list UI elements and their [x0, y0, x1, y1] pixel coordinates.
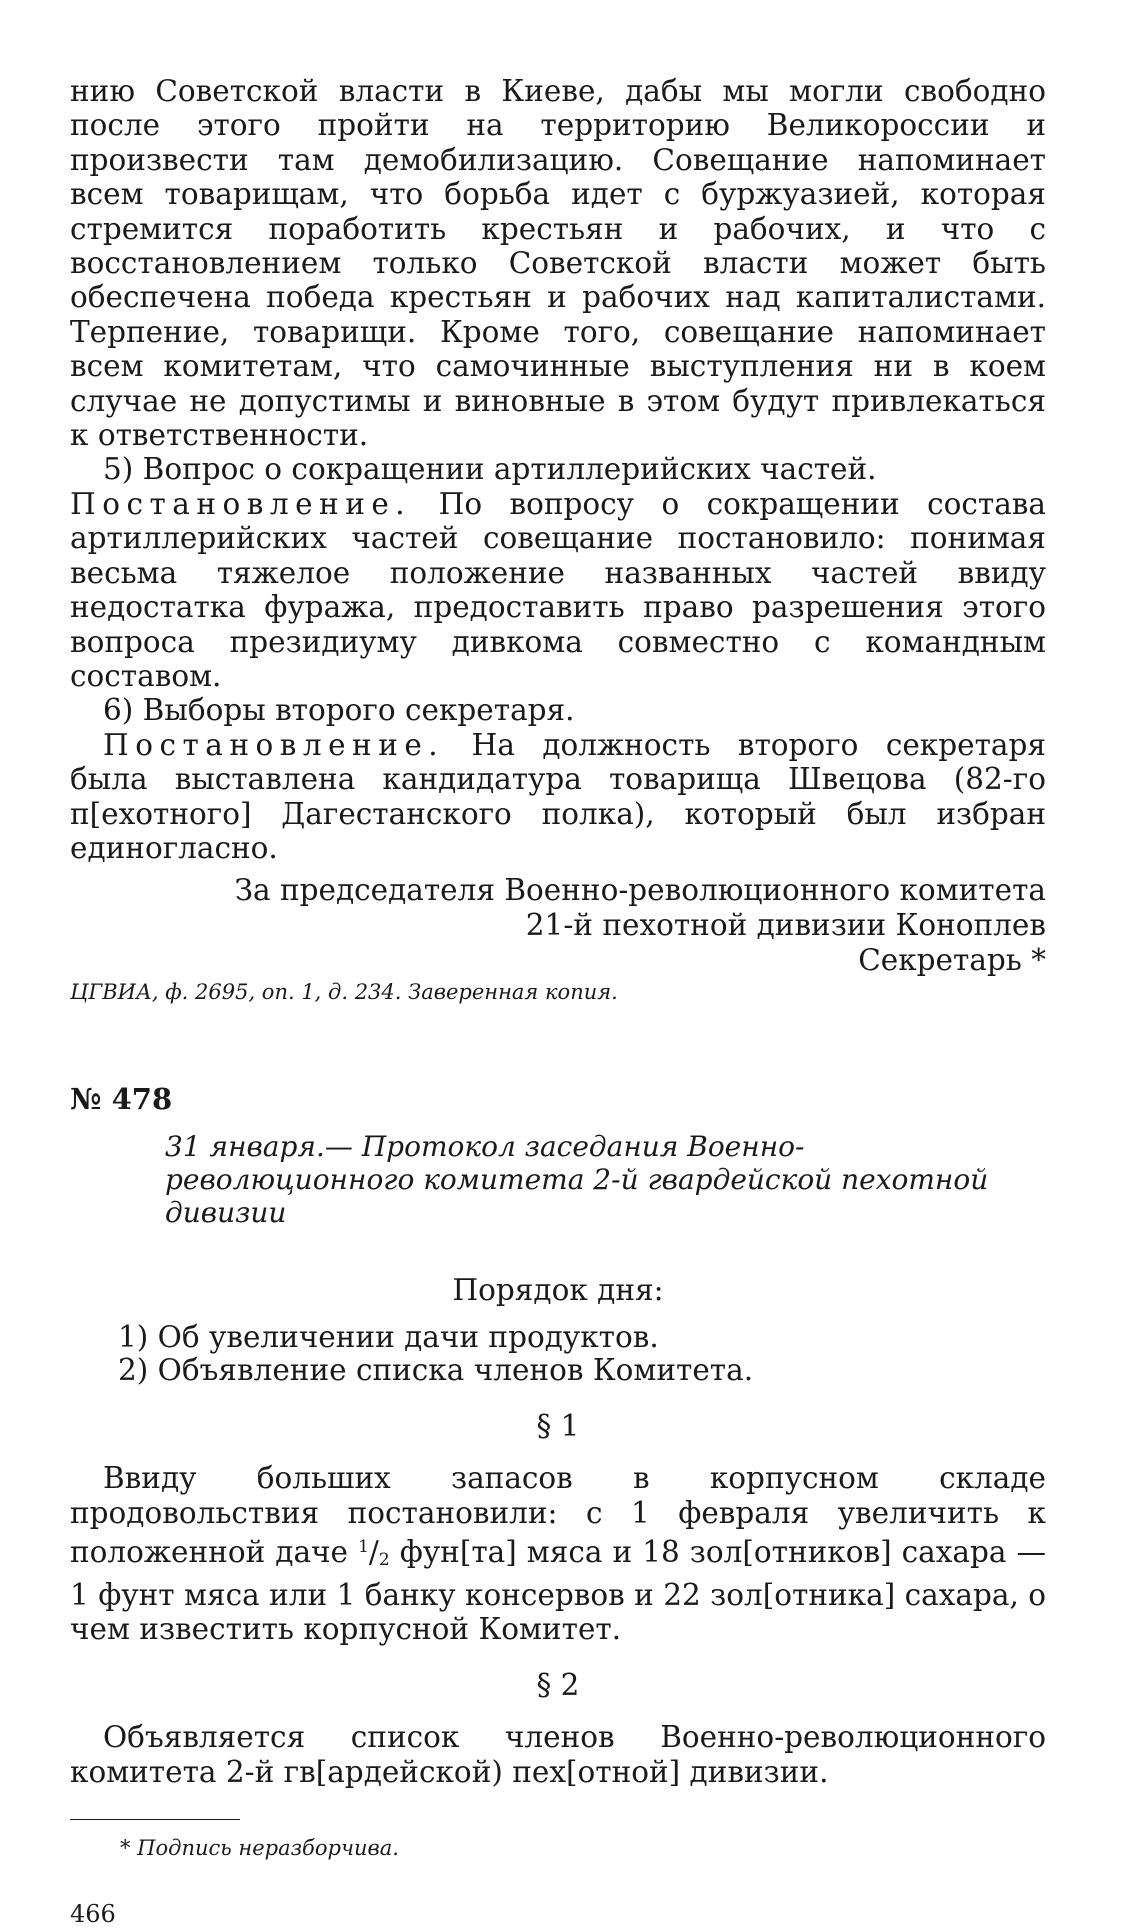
signature-line-3: Секретарь * [858, 943, 1046, 978]
signature-line-2: 21-й пехотной дивизии Коноплев [525, 908, 1046, 943]
item-6-resolution [70, 728, 1046, 866]
document-number: № 478 [70, 1082, 173, 1117]
agenda-heading: Порядок дня: [452, 1273, 664, 1308]
document-title: 31 января.— Протокол заседания Военно-революционного комитета 2-й гвардейской пехотной дивизии [165, 1130, 989, 1230]
section-1-mark: § 1 [536, 1409, 580, 1444]
agenda-item: 2) Объявление списка членов Комитета. [118, 1353, 754, 1388]
agenda-item: 1) Об увеличении дачи продуктов. [118, 1320, 659, 1355]
item-5-resolution-text: По вопросу о сокращении состава артиллерийских частей совещание постановило: понимая весьма тяжелое положение названных частей ввиду недостатка фуража, предоставить право разрешения этого вопроса президиуму дивкома совместно с командным составом. [70, 486, 1046, 693]
signature-line-1: За председателя Военно-революционного комитета [234, 873, 1046, 908]
archive-source: ЦГВИА, ф. 2695, оп. 1, д. 234. Заверенная копия. [70, 980, 618, 1005]
section-1-text: Ввиду больших запасов в корпусном складе продовольствия постановили: с 1 февраля увеличить к положенной даче $^1$/2 фун[та] мяса и 18 зол[отников] сахара — 1 фунт мяса или 1 банку консервов и 22 зол[отника] сахара, о чем известить корпусной Комитет. [70, 1461, 1046, 1646]
section-2-text: Объявляется список членов Военно-революционного комитета 2-й гв[ардейской) пех[отной] дивизии. [70, 1720, 1046, 1789]
agenda-list [118, 1321, 1046, 1387]
item-6-resolution-text: На должность второго секретаря была выставлена кандидатура товарища Швецова (82-го п[ехотного] Дагестанского полка), который был избран единогласно. [70, 727, 1046, 865]
item-6-question: 6) Выборы второго секретаря. [103, 693, 575, 728]
footnote-divider [70, 1819, 240, 1820]
continuation-paragraph: нию Советской власти в Киеве, дабы мы могли свободно после этого пройти на территорию Великороссии и произвести там демобилизацию. Совещание напоминает всем товарищам, что борьба идет с буржуазией, которая стремится поработить крестьян и рабочих, и что с восстановлением только Советской власти может быть обеспечена победа крестьян и рабочих над капиталистами. Терпение, товарищи. Кроме того, совещание напоминает всем комитетам, что самочинные выступления ни в коем случае не допустимы и виновные в этом будут привлекаться к ответственности. [70, 74, 1046, 453]
footnote: * Подпись неразборчива. [120, 1836, 399, 1861]
page-number: 466 [70, 1900, 116, 1928]
item-5-question: 5) Вопрос о сокращении артиллерийских частей. [103, 452, 877, 487]
item-6-resolution-label: Постановление. [103, 727, 445, 762]
section-1-text-after: фун[та] мяса и 18 зол[отников] сахара — 1 фунт мяса или 1 банку консервов и 22 зол[отника] сахара, о чем известить корпусной Комитет. [70, 1535, 1046, 1646]
section-1-text-before: Ввиду больших запасов в корпусном складе продовольствия постановили: с 1 февраля увеличить к положенной даче [70, 1461, 1046, 1570]
item-5-resolution-label: Постановление. [70, 486, 412, 521]
section-2-mark: § 2 [536, 1668, 580, 1703]
signature-block [70, 873, 1046, 978]
item-5-resolution [70, 487, 1046, 693]
fraction-denominator: 2 [378, 1550, 390, 1571]
fraction-numerator: 1 [358, 1537, 369, 1558]
